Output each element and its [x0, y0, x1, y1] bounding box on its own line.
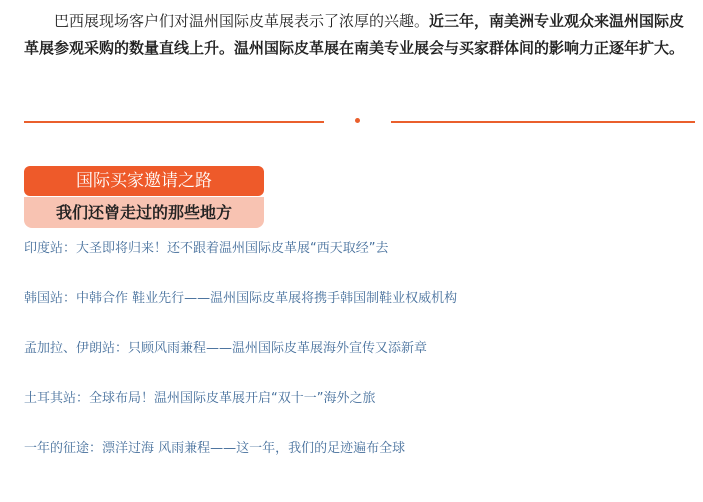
article-link-india[interactable]: 印度站：大圣即将归来！还不跟着温州国际皮革展“西天取经”去	[24, 241, 389, 256]
intro-paragraph	[24, 8, 696, 62]
divider-line-right	[391, 121, 695, 123]
divider-dot	[355, 118, 360, 123]
section-title-banner: 国际买家邀请之路	[24, 166, 264, 196]
intro-bold-text: 近三年，南美洲专业观众来温州国际皮革展参观采购的数量直线上升。温州国际皮革展在南美专业展会与买家群体间的影响力正逐年扩大。	[24, 12, 685, 57]
section-subtitle-banner: 我们还曾走过的那些地方	[24, 197, 264, 228]
article-link-korea[interactable]: 韩国站：中韩合作 鞋业先行——温州国际皮革展将携手韩国制鞋业权威机构	[24, 291, 458, 306]
article-link-list	[24, 236, 696, 486]
article-link-bangladesh-iran[interactable]: 孟加拉、伊朗站：只顾风雨兼程——温州国际皮革展海外宣传又添新章	[24, 341, 428, 356]
article-link-year-review[interactable]: 一年的征途：漂洋过海 风雨兼程——这一年，我们的足迹遍布全球	[24, 441, 406, 456]
intro-normal-text: 巴西展现场客户们对温州国际皮革展表示了浓厚的兴趣。	[54, 12, 430, 30]
article-link-turkey[interactable]: 土耳其站：全球布局！温州国际皮革展开启“双十一”海外之旅	[24, 391, 376, 406]
divider-line-left	[24, 121, 324, 123]
